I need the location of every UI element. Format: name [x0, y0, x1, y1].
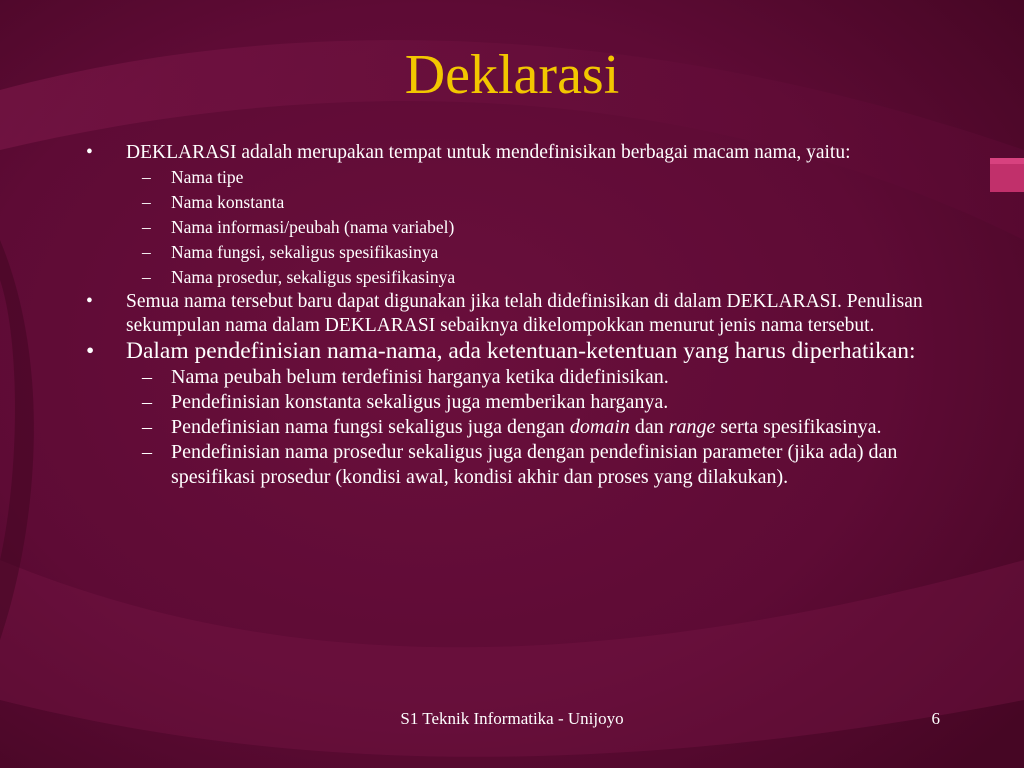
- bullet-item: • Dalam pendefinisian nama-nama, ada ketentuan-ketentuan yang harus diperhatikan:: [82, 338, 942, 365]
- bullet-item: • Semua nama tersebut baru dapat digunakan jika telah didefinisikan di dalam DEKLARASI. Penulisan sekumpulan nama dalam DEKLARASI sebaiknya dikelompokkan menurut jenis nama tersebut.: [82, 290, 942, 338]
- sub-bullet-item: – Nama tipe: [126, 165, 942, 190]
- emphasis-domain: domain: [569, 416, 630, 438]
- slide-content: [82, 141, 942, 490]
- sub-bullet-item: – Nama fungsi, sekaligus spesifikasinya: [126, 240, 942, 265]
- slide-title: Deklarasi: [404, 44, 620, 106]
- sub-bullet-text: dan: [629, 416, 669, 438]
- sub-bullet-item: – Nama informasi/peubah (nama variabel): [126, 215, 942, 240]
- bullet-keyword: DEKLARASI: [126, 142, 237, 163]
- sub-bullet-text: serta spesifikasinya.: [715, 416, 882, 438]
- sub-bullet-item: [126, 415, 942, 440]
- page-number: 6: [931, 709, 940, 728]
- bullet-item: [82, 141, 942, 165]
- emphasis-range: range: [668, 416, 716, 438]
- sub-bullet-item: – Nama konstanta: [126, 190, 942, 215]
- sub-bullet-item: – Nama peubah belum terdefinisi harganya ketika didefinisikan.: [126, 365, 942, 390]
- sub-bullet-item: – Pendefinisian konstanta sekaligus juga memberikan harganya.: [126, 390, 942, 415]
- bullet-text: adalah merupakan tempat untuk mendefinisikan berbagai macam nama, yaitu:: [236, 142, 851, 163]
- sub-bullet-item: – Pendefinisian nama prosedur sekaligus juga dengan pendefinisian parameter (jika ada) dan spesifikasi prosedur (kondisi awal, kondisi akhir dan proses yang dilakukan).: [126, 440, 942, 490]
- sub-bullet-text: Pendefinisian nama fungsi sekaligus juga dengan: [171, 416, 570, 438]
- sub-bullet-item: – Nama prosedur, sekaligus spesifikasinya: [126, 265, 942, 290]
- footer-text: S1 Teknik Informatika - Unijoyo: [400, 709, 624, 728]
